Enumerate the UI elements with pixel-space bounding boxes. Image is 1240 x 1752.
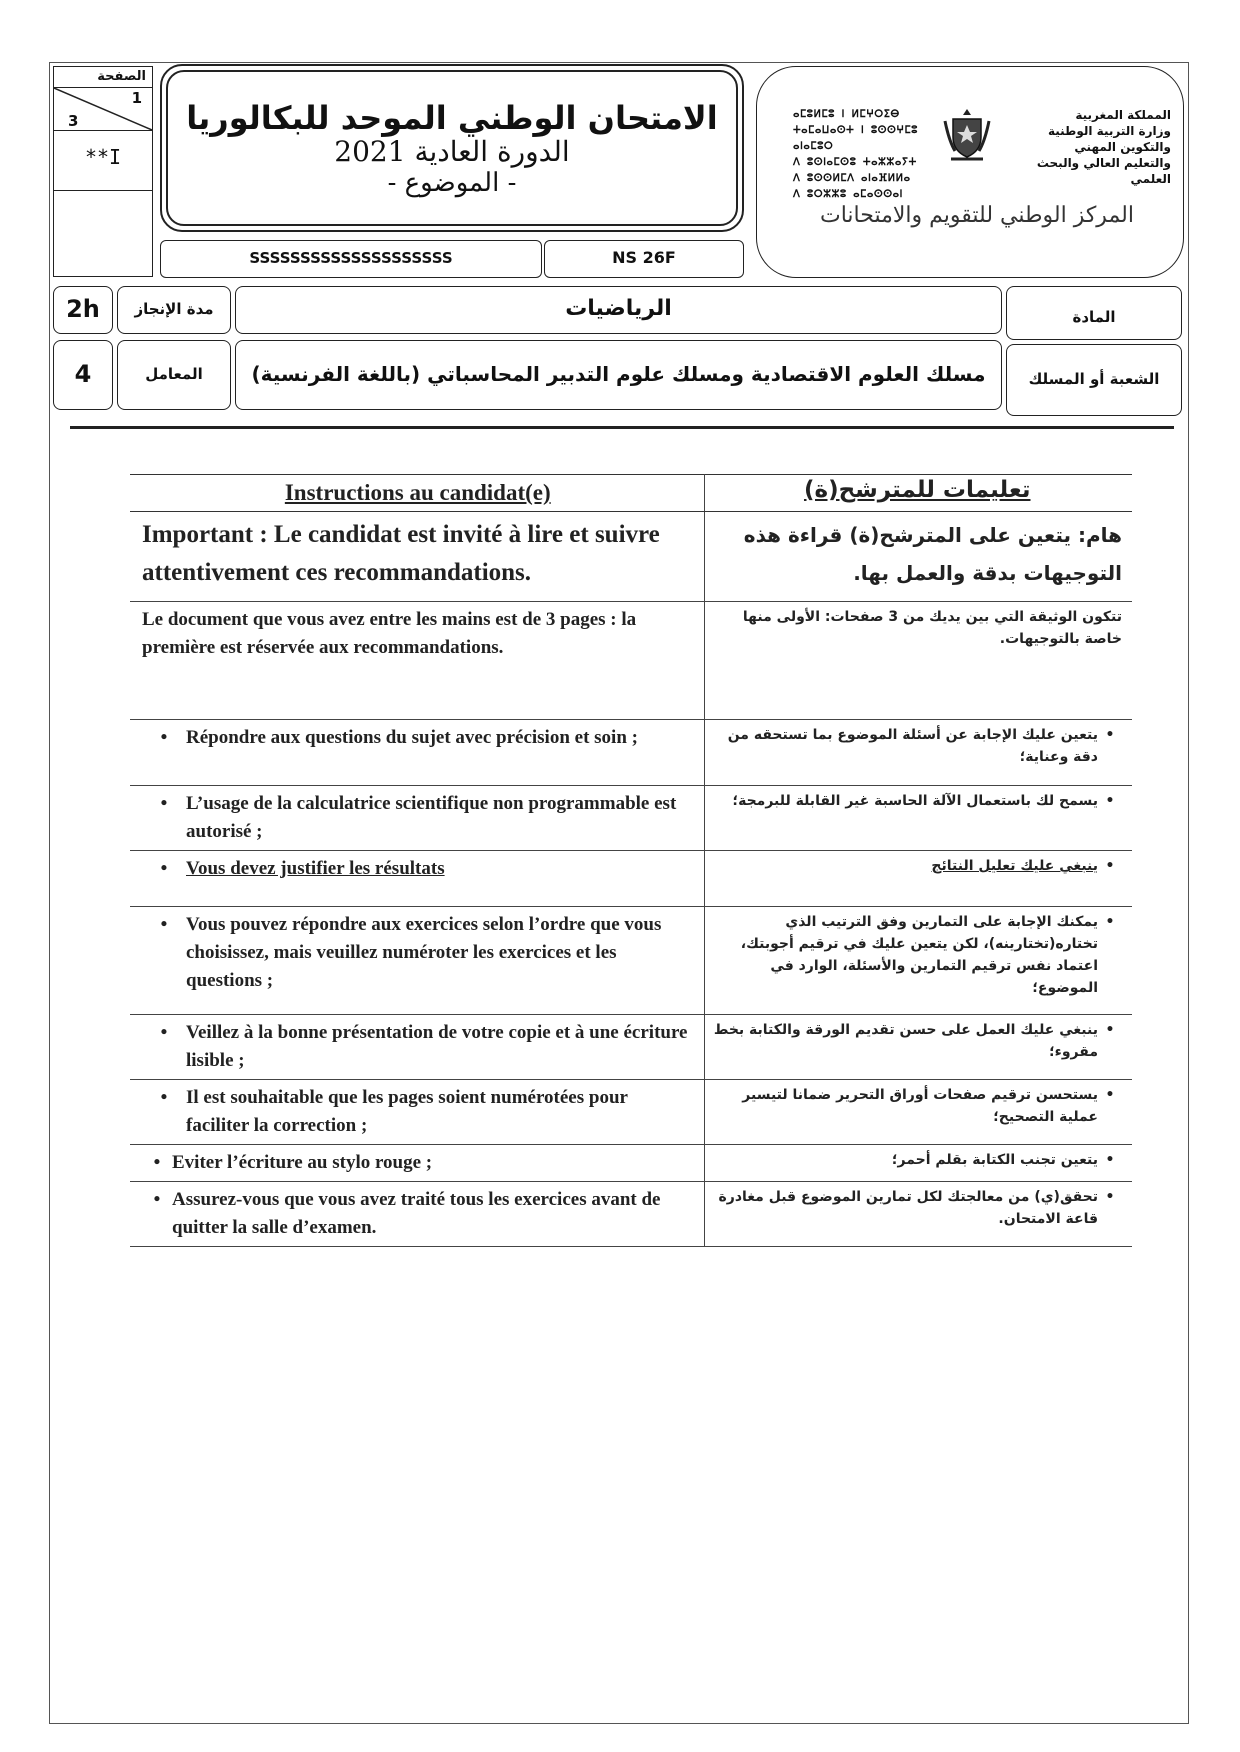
table-row — [130, 851, 1132, 907]
item-fr: Eviter l’écriture au stylo rouge ; — [172, 1152, 433, 1173]
item-ar: يسمح لك باستعمال الآلة الحاسبة غير القابلة للبرمجة؛ — [732, 793, 1098, 809]
bullet-icon: • — [1105, 1087, 1115, 1103]
arabic-line: وزارة التربية الوطنية — [1047, 124, 1171, 138]
exam-title-box — [160, 64, 744, 232]
table-row — [130, 1182, 1132, 1247]
bullet-icon: • — [160, 914, 168, 935]
bullet-icon: • — [160, 727, 168, 748]
track-label: الشعبة أو المسلك — [1006, 344, 1182, 416]
instructions-table — [130, 474, 1132, 1247]
subject-label: - الموضوع - — [387, 168, 517, 198]
coef-value: 4 — [53, 340, 113, 410]
table-header-row — [130, 475, 1132, 512]
table-row — [130, 720, 1132, 786]
item-ar: يمكنك الإجابة على التمارين وفق الترتيب الذي تختاره(تختارينه)، لكن يتعين عليك في ترقيم أجوبتك، اعتماد نفس ترقيم التمارين والأسئلة، الوارد في الموضوع؛ — [740, 914, 1098, 996]
table-row — [130, 786, 1132, 851]
item-fr: Répondre aux questions du sujet avec précision et soin ; — [186, 727, 638, 748]
bullet-icon: • — [1105, 793, 1115, 809]
bullet-icon: • — [160, 793, 168, 814]
bullet-icon: • — [1105, 727, 1115, 743]
item-fr: Vous devez justifier les résultats — [186, 858, 445, 879]
tifinagh-line: ⴷ ⵓⵙⵏⴰⵎⵙⵓ ⵜⴰⵣⵣⴰⵢⵜ — [793, 157, 917, 168]
bullet-icon: • — [1105, 858, 1115, 874]
bullet-icon: • — [1105, 1022, 1115, 1038]
institution-box — [756, 66, 1184, 278]
duration-value: 2h — [53, 286, 113, 334]
item-ar: يتعين عليك الإجابة عن أسئلة الموضوع بما تستحقه من دقة وعناية؛ — [727, 727, 1098, 765]
subject-value: الرياضيات — [235, 286, 1002, 334]
item-ar: ينبغي عليك تعليل النتائج — [931, 858, 1098, 874]
page-label: الصفحة — [97, 69, 146, 84]
coat-of-arms-icon — [943, 107, 991, 165]
institution-tifinagh — [793, 107, 923, 203]
duration-label: مدة الإنجاز — [117, 286, 231, 334]
important-fr: Important : Le candidat est invité à lire et suivre attentivement ces recommandations. — [130, 512, 704, 602]
coef-label: المعامل — [117, 340, 231, 410]
bullet-icon: • — [1105, 1189, 1115, 1205]
bullet-icon: • — [160, 1022, 168, 1043]
item-ar: ينبغي عليك العمل على حسن تقديم الورقة والكتابة بخط مقروء؛ — [713, 1022, 1098, 1060]
bullet-icon: • — [1105, 914, 1115, 930]
table-row — [130, 907, 1132, 1015]
arabic-line: والتعليم العالي والبحث العلمي — [1036, 156, 1171, 186]
table-row — [130, 1145, 1132, 1182]
intro-fr: Le document que vous avez entre les mains est de 3 pages : la première est réservée aux recommandations. — [130, 602, 704, 720]
subject-field-label: المادة — [1006, 286, 1182, 340]
bullet-icon: • — [153, 1189, 161, 1210]
table-row — [130, 602, 1132, 720]
tifinagh-line: ⵜⴰⵎⴰⵡⴰⵙⵜ ⵏ ⵓⵙⵙⵖⵎⵓ ⴰⵏⴰⵎⵓⵔ — [793, 125, 918, 152]
item-ar: يتعين تجنب الكتابة بقلم أحمر؛ — [891, 1152, 1098, 1168]
exam-title: الامتحان الوطني الموحد للبكالوريا — [186, 99, 718, 137]
header-ar: تعليمات للمترشح(ة) — [704, 475, 1132, 512]
institution-arabic — [1001, 107, 1171, 187]
page-number-box — [53, 66, 153, 277]
table-row — [130, 1015, 1132, 1080]
page-total: 3 — [68, 112, 79, 130]
item-fr: L’usage de la calculatrice scientifique non programmable est autorisé ; — [186, 793, 677, 842]
page-number: 1 — [131, 89, 142, 107]
ref-code: SSSSSSSSSSSSSSSSSSSS — [160, 240, 542, 278]
tifinagh-line: ⴰⵎⵓⵍⵎⵓ ⵏ ⵍⵎⵖⵔⵉⴱ — [793, 109, 900, 120]
bullet-icon: • — [160, 1087, 168, 1108]
page-code: **I — [54, 131, 152, 191]
item-fr: Il est souhaitable que les pages soient numérotées pour faciliter la correction ; — [186, 1087, 628, 1136]
tifinagh-line: ⴷ ⵓⵙⵙⵍⵎⴷ ⴰⵏⴰⴼⵍⵍⴰ ⴷ ⵓⵔⵣⵣⵓ ⴰⵎⴰⵙⵙⴰⵏ — [793, 173, 911, 200]
table-row — [130, 1080, 1132, 1145]
bullet-icon: • — [153, 1152, 161, 1173]
exam-title-inner — [166, 70, 738, 226]
arabic-line: المملكة المغربية — [1075, 108, 1171, 122]
intro-ar: تتكون الوثيقة التي بين يديك من 3 صفحات: الأولى منها خاصة بالتوجيهات. — [704, 602, 1132, 720]
important-ar: هام: يتعين على المترشح(ة) قراءة هذه التوجيهات بدقة والعمل بها. — [704, 512, 1132, 602]
exam-session: الدورة العادية 2021 — [334, 135, 570, 168]
table-row — [130, 512, 1132, 602]
header-fr: Instructions au candidat(e) — [130, 475, 704, 512]
item-fr: Vous pouvez répondre aux exercices selon l’ordre que vous choisissez, mais veuillez numéroter les exercices et les questions ; — [186, 914, 662, 991]
bullet-icon: • — [1105, 1152, 1115, 1168]
exam-code: NS 26F — [544, 240, 744, 278]
bullet-icon: • — [160, 858, 168, 879]
track-value: مسلك العلوم الاقتصادية ومسلك علوم التدبير المحاسباتي (باللغة الفرنسية) — [235, 340, 1002, 410]
item-ar: يستحسن ترقيم صفحات أوراق التحرير ضمانا لتيسير عملية التصحيح؛ — [742, 1087, 1098, 1125]
center-name: المركز الوطني للتقويم والامتحانات — [820, 203, 1134, 228]
item-fr: Veillez à la bonne présentation de votre copie et à une écriture lisible ; — [186, 1022, 688, 1071]
arabic-line: والتكوين المهني — [1074, 140, 1171, 154]
item-fr: Assurez-vous que vous avez traité tous les exercices avant de quitter la salle d’examen. — [172, 1189, 661, 1238]
header-separator — [70, 426, 1174, 429]
item-ar: تحقق(ي) من معالجتك لكل تمارين الموضوع قبل مغادرة قاعة الامتحان. — [718, 1189, 1098, 1227]
